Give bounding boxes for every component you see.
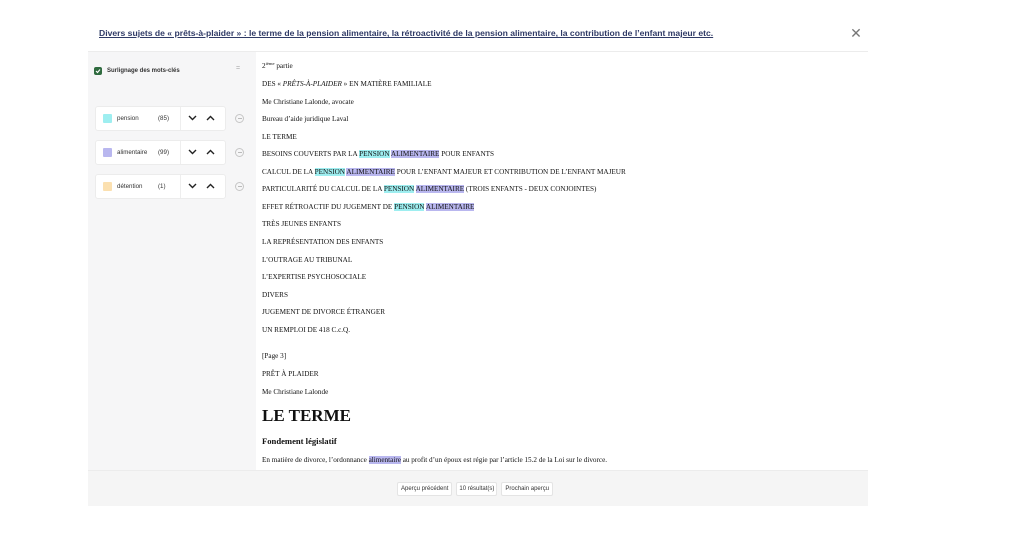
- doc-line: TRÈS JEUNES ENFANTS: [262, 220, 341, 228]
- modal-header: [88, 18, 868, 52]
- highlight-alimentaire: ALIMENTAIRE: [425, 203, 475, 211]
- highlight-alimentaire: ALIMENTAIRE: [390, 150, 440, 158]
- next-occurrence-button[interactable]: [186, 180, 198, 192]
- keyword-name: alimentaire: [117, 149, 148, 156]
- results-count: 10 résultat(s): [456, 482, 497, 496]
- highlight-pension: PENSION: [314, 168, 345, 176]
- keyword-row-pension: [95, 106, 226, 131]
- chevron-down-icon: [188, 183, 197, 189]
- remove-keyword-button[interactable]: [235, 148, 244, 157]
- chevron-down-icon: [188, 115, 197, 121]
- color-swatch[interactable]: [103, 182, 112, 191]
- minus-icon: [238, 186, 242, 187]
- highlight-alimentaire: alimentaire: [368, 456, 401, 464]
- keyword-count: (85): [158, 115, 170, 122]
- doc-line: Me Christiane Lalonde, avocate: [262, 98, 354, 106]
- next-occurrence-button[interactable]: [186, 112, 198, 124]
- keyword-name: détention: [117, 183, 143, 190]
- doc-line: L’OUTRAGE AU TRIBUNAL: [262, 256, 353, 264]
- page-marker: [Page 3]: [262, 352, 287, 360]
- highlight-pension: PENSION: [359, 150, 390, 158]
- doc-line: BESOINS COUVERTS PAR LA PENSION ALIMENTAIRE POUR ENFANTS: [262, 150, 495, 158]
- doc-line: PARTICULARITÉ DU CALCUL DE LA PENSION ALIMENTAIRE (TROIS ENFANTS - DEUX CONJOINTES): [262, 185, 597, 193]
- doc-line: EFFET RÉTROACTIF DU JUGEMENT DE PENSION ALIMENTAIRE: [262, 203, 475, 211]
- doc-line: L’EXPERTISE PSYCHOSOCIALE: [262, 273, 367, 281]
- close-icon[interactable]: ✕: [850, 25, 862, 41]
- minus-icon: [238, 152, 242, 153]
- keyword-name: pension: [117, 115, 139, 122]
- highlight-label: Surlignage des mots-clés: [107, 68, 180, 74]
- highlight-pension: PENSION: [383, 185, 415, 193]
- highlight-checkbox[interactable]: [94, 67, 102, 75]
- document-preview[interactable]: [256, 52, 868, 470]
- previous-occurrence-button[interactable]: [204, 180, 216, 192]
- highlight-alimentaire: ALIMENTAIRE: [415, 185, 465, 193]
- keyword-count: (1): [158, 183, 166, 190]
- drag-handle-icon[interactable]: =: [236, 65, 241, 72]
- remove-keyword-button[interactable]: [235, 182, 244, 191]
- doc-line: DIVERS: [262, 291, 288, 299]
- chevron-up-icon: [206, 115, 215, 121]
- keyword-sidebar: [88, 52, 256, 470]
- keyword-count: (99): [158, 149, 170, 156]
- chevron-up-icon: [206, 183, 215, 189]
- doc-line: JUGEMENT DE DIVORCE ÉTRANGER: [262, 308, 386, 316]
- chevron-down-icon: [188, 149, 197, 155]
- result-navigation: [397, 482, 553, 496]
- divider: [180, 107, 181, 130]
- doc-line: PRÊT À PLAIDER: [262, 370, 319, 378]
- previous-occurrence-button[interactable]: [204, 146, 216, 158]
- doc-paragraph: En matière de divorce, l’ordonnance alimentaire au profit d’un époux est régie par l’article 15.2 de la Loi sur le divorce.: [262, 456, 608, 464]
- chevron-up-icon: [206, 149, 215, 155]
- doc-line: LA REPRÉSENTATION DES ENFANTS: [262, 238, 384, 246]
- next-occurrence-button[interactable]: [186, 146, 198, 158]
- document-title-link[interactable]: Divers sujets de « prêts-à-plaider » : le terme de la pension alimentaire, la rétroactivité de la pension alimentaire, la contribution de l’enfant majeur etc.: [99, 28, 714, 38]
- divider: [180, 141, 181, 164]
- doc-line: DES « PRÊTS-À-PLAIDER » EN MATIÈRE FAMILIALE: [262, 80, 432, 88]
- doc-line: Me Christiane Lalonde: [262, 388, 329, 396]
- color-swatch[interactable]: [103, 114, 112, 123]
- highlight-toggle[interactable]: [94, 65, 180, 77]
- keyword-row-alimentaire: [95, 140, 226, 165]
- highlight-alimentaire: ALIMENTAIRE: [346, 168, 395, 176]
- doc-line: Bureau d’aide juridique Laval: [262, 115, 349, 123]
- color-swatch[interactable]: [103, 148, 112, 157]
- previous-occurrence-button[interactable]: [204, 112, 216, 124]
- search-preview-modal: [88, 18, 868, 506]
- doc-line: LE TERME: [262, 133, 297, 141]
- doc-line: CALCUL DE LA PENSION ALIMENTAIRE POUR L’ENFANT MAJEUR ET CONTRIBUTION DE L’ENFANT MAJEUR: [262, 168, 626, 176]
- preview-footer: [88, 470, 868, 506]
- section-heading: LE TERME: [262, 406, 351, 425]
- doc-line: 2ième partie: [262, 61, 293, 70]
- keyword-row-detention: [95, 174, 226, 199]
- check-icon: [95, 68, 101, 74]
- highlight-pension: PENSION: [394, 203, 425, 211]
- remove-keyword-button[interactable]: [235, 114, 244, 123]
- divider: [180, 175, 181, 198]
- previous-preview-button[interactable]: Aperçu précédent: [397, 482, 452, 496]
- subsection-heading: Fondement législatif: [262, 436, 337, 446]
- doc-line: UN REMPLOI DE 418 C.c.Q.: [262, 326, 351, 334]
- minus-icon: [238, 118, 242, 119]
- next-preview-button[interactable]: Prochain aperçu: [501, 482, 553, 496]
